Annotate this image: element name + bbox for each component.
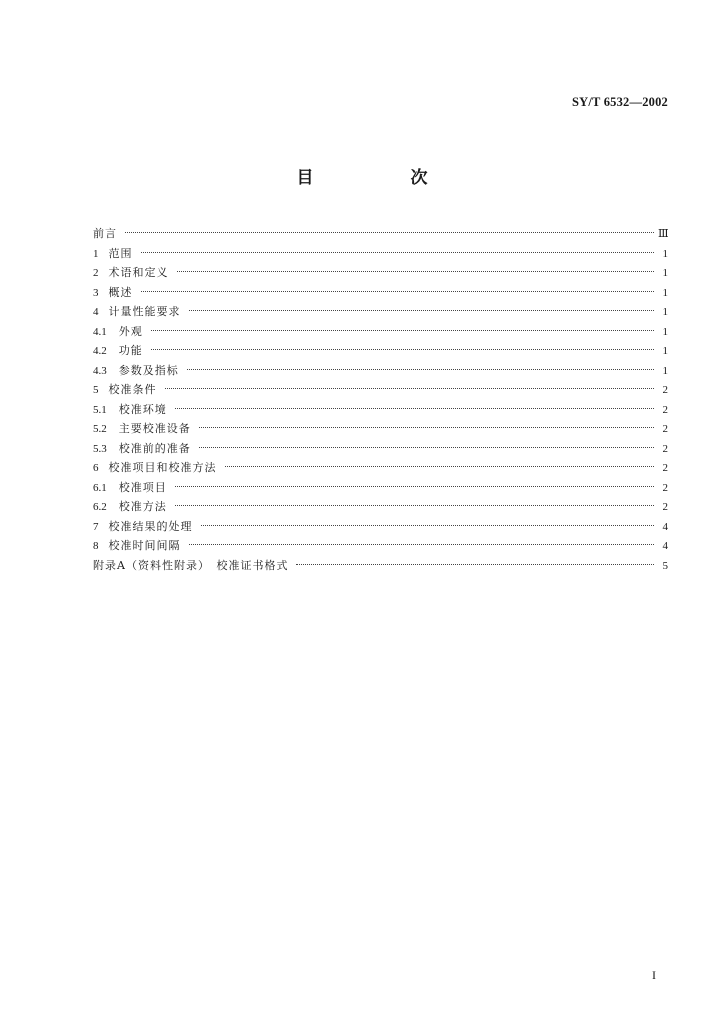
standard-code: SY/T 6532—2002: [572, 95, 668, 109]
toc-entry-number: 6: [93, 462, 99, 474]
toc-dot-leader: [199, 447, 654, 448]
toc-entry[interactable]: [93, 263, 668, 283]
toc-entry-title: 校准时间间隔: [108, 539, 181, 552]
toc-entry-title: 校准项目: [118, 480, 167, 494]
toc-entry-page: 2: [662, 501, 668, 513]
toc-dot-leader: [201, 525, 655, 526]
toc-entry-title: 校准环境: [118, 402, 167, 416]
toc-title: 目 次: [296, 168, 468, 188]
toc-entry-title: 校准结果的处理: [108, 519, 193, 533]
toc-entry-number: 5.3: [93, 442, 107, 455]
page-number: I: [652, 968, 656, 982]
toc-dot-leader: [187, 369, 654, 370]
toc-entry-page: 1: [662, 247, 668, 260]
toc-entry[interactable]: [93, 341, 668, 361]
toc-entry[interactable]: [93, 224, 668, 244]
toc-entry-title: 主要校准设备: [118, 422, 191, 435]
table-of-contents: [93, 224, 668, 575]
toc-entry-number: 3: [93, 286, 99, 299]
toc-entry-page: 4: [662, 520, 668, 533]
toc-dot-leader: [225, 466, 655, 467]
toc-entry[interactable]: [93, 400, 668, 420]
toc-entry-page: 2: [662, 403, 668, 416]
toc-entry[interactable]: [93, 244, 668, 264]
toc-entry[interactable]: [93, 497, 668, 517]
toc-entry-number: 6.1: [93, 481, 107, 494]
toc-entry-title: 功能: [118, 344, 143, 357]
toc-entry-page: 1: [662, 345, 668, 357]
toc-dot-leader: [296, 564, 654, 565]
toc-entry[interactable]: [93, 517, 668, 537]
toc-entry-page: 4: [662, 540, 668, 552]
toc-entry-number: 5.2: [93, 423, 107, 435]
toc-entry-page: 2: [662, 442, 668, 455]
toc-entry[interactable]: [93, 439, 668, 459]
toc-entry-number: 7: [93, 520, 99, 533]
toc-dot-leader: [175, 408, 654, 409]
toc-entry-title: 校准方法: [118, 500, 167, 513]
toc-entry-number: 1: [93, 247, 99, 260]
toc-entry[interactable]: [93, 283, 668, 303]
toc-dot-leader: [175, 486, 654, 487]
toc-entry-title: 校准前的准备: [118, 441, 191, 455]
toc-entry-title: 范围: [108, 246, 133, 260]
toc-dot-leader: [125, 232, 654, 233]
toc-entry-number: 5: [93, 384, 99, 396]
toc-entry-page: 1: [662, 364, 668, 377]
toc-entry-number: 2: [93, 267, 99, 279]
toc-entry-number: 6.2: [93, 501, 107, 513]
toc-dot-leader: [151, 330, 654, 331]
toc-entry-number: 4.3: [93, 364, 107, 377]
toc-entry-number: 5.1: [93, 403, 107, 416]
toc-entry[interactable]: [93, 361, 668, 381]
toc-dot-leader: [199, 427, 654, 428]
toc-entry-number: 4.1: [93, 325, 107, 338]
toc-entry-title: 计量性能要求: [108, 305, 181, 318]
toc-entry-title: 附录A（资料性附录） 校准证书格式: [93, 558, 289, 572]
toc-dot-leader: [151, 349, 654, 350]
toc-dot-leader: [141, 252, 655, 253]
toc-dot-leader: [141, 291, 655, 292]
toc-entry-page: 2: [662, 384, 668, 396]
toc-entry-page: 2: [662, 481, 668, 494]
toc-entry[interactable]: [93, 478, 668, 498]
toc-entry-title: 校准项目和校准方法: [108, 461, 217, 474]
toc-entry[interactable]: [93, 458, 668, 478]
toc-entry-number: 4: [93, 306, 99, 318]
toc-dot-leader: [177, 271, 655, 272]
toc-entry[interactable]: [93, 419, 668, 439]
toc-entry[interactable]: [93, 536, 668, 556]
toc-entry-page: 1: [662, 325, 668, 338]
toc-entry-title: 外观: [118, 324, 143, 338]
toc-dot-leader: [189, 544, 655, 545]
toc-entry-page: 1: [662, 267, 668, 279]
toc-entry-number: 8: [93, 540, 99, 552]
toc-dot-leader: [189, 310, 655, 311]
toc-entry-title: 校准条件: [108, 383, 157, 396]
toc-entry-title: 参数及指标: [118, 363, 179, 377]
toc-entry-title: 前言: [93, 227, 117, 240]
toc-entry[interactable]: [93, 380, 668, 400]
toc-entry-number: 4.2: [93, 345, 107, 357]
toc-entry-page: 2: [662, 462, 668, 474]
toc-entry-page: Ⅲ: [658, 228, 669, 240]
toc-entry-page: 2: [662, 423, 668, 435]
toc-entry-title: 概述: [108, 285, 133, 299]
toc-entry[interactable]: [93, 302, 668, 322]
toc-entry[interactable]: [93, 322, 668, 342]
toc-entry-page: 5: [662, 559, 668, 572]
toc-entry-title: 术语和定义: [108, 266, 169, 279]
toc-entry[interactable]: [93, 556, 668, 576]
toc-dot-leader: [175, 505, 654, 506]
toc-dot-leader: [165, 388, 655, 389]
toc-entry-page: 1: [662, 306, 668, 318]
toc-entry-page: 1: [662, 286, 668, 299]
